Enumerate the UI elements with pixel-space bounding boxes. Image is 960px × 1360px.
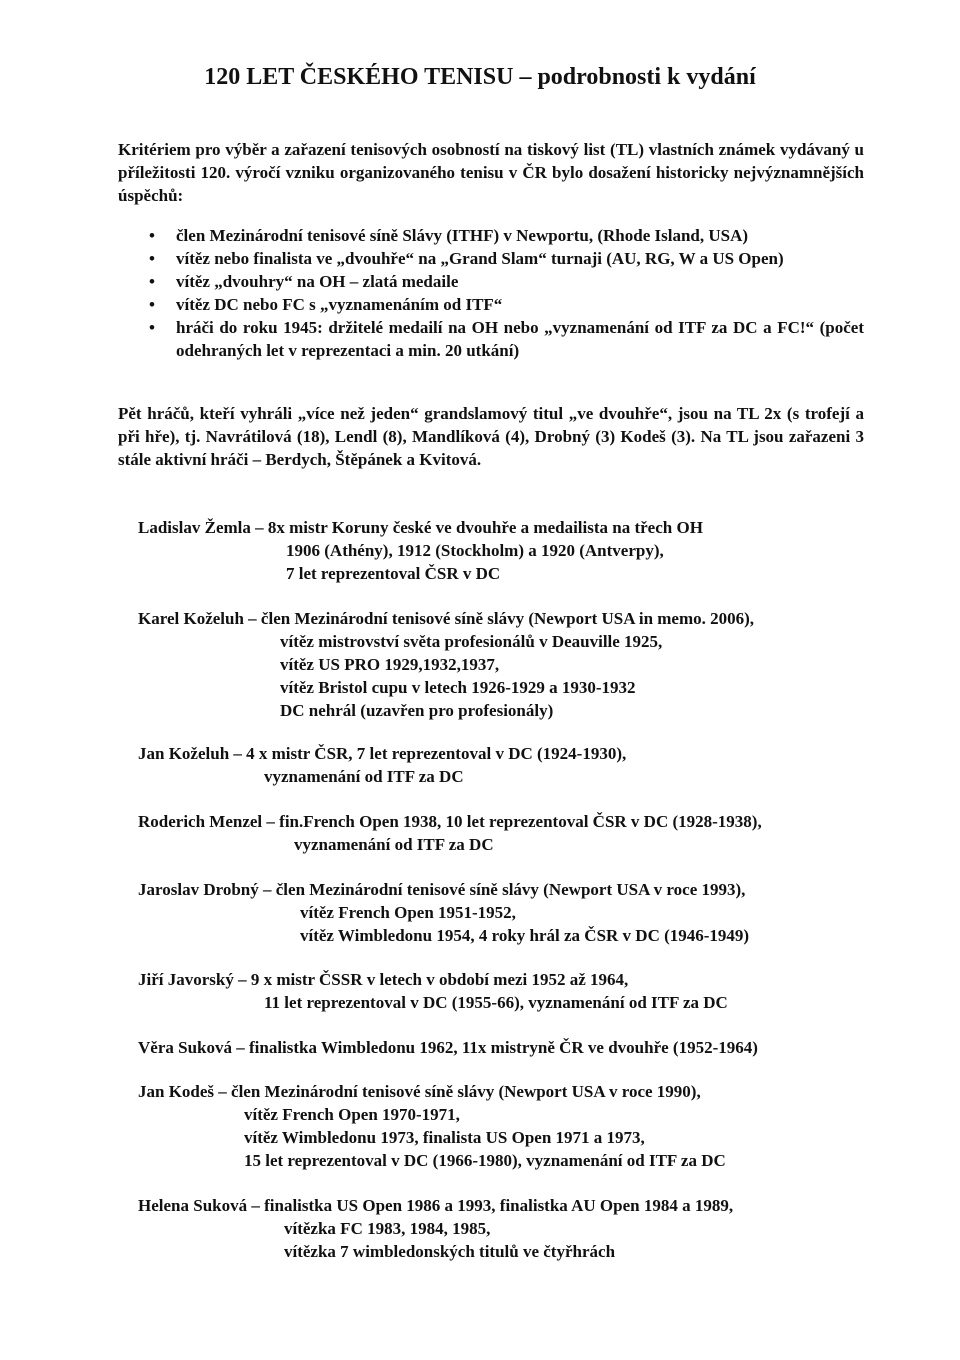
- player-entry-helena-sukova: [138, 1194, 878, 1263]
- entry-line: 1906 (Athény), 1912 (Stockholm) a 1920 (Antverpy),: [286, 541, 664, 560]
- player-entry-kodes: [138, 1080, 878, 1172]
- list-item: • hráči do roku 1945: držitelé medailí na OH nebo „vyznamenání od ITF za DC a FC!“ (počet odehraných let v reprezentaci a min. 20 utkání): [118, 316, 864, 362]
- entry-first-line: Roderich Menzel – fin.French Open 1938, 10 let reprezentoval ČSR v DC (1928-1938),: [138, 812, 762, 831]
- player-entry-jan-kozeluh: [138, 742, 878, 788]
- bullet-icon: •: [149, 318, 155, 337]
- entry-first-line: Jaroslav Drobný – člen Mezinárodní tenisové síně slávy (Newport USA v roce 1993),: [138, 880, 746, 899]
- entry-first-line: Věra Suková – finalistka Wimbledonu 1962, 11x mistryně ČR ve dvouhře (1952-1964): [138, 1038, 758, 1057]
- player-entry-zemla: [138, 516, 878, 585]
- entry-line: vítěz Bristol cupu v letech 1926-1929 a 1930-1932: [280, 678, 636, 697]
- entry-line: vítěz mistrovství světa profesionálů v Deauville 1925,: [280, 632, 663, 651]
- player-entry-karel-kozeluh: [138, 607, 878, 722]
- list-item: • vítěz nebo finalista ve „dvouhře“ na „Grand Slam“ turnaji (AU, RG, W a US Open): [118, 247, 864, 270]
- entry-first-line: Jan Koželuh – 4 x mistr ČSR, 7 let reprezentoval v DC (1924-1930),: [138, 744, 627, 763]
- entry-line: 15 let reprezentoval v DC (1966-1980), vyznamenání od ITF za DC: [244, 1151, 726, 1170]
- list-item: • vítěz DC nebo FC s „vyznamenáním od ITF“: [118, 293, 864, 316]
- criteria-list: [118, 224, 864, 362]
- entry-first-line: Ladislav Žemla – 8x mistr Koruny české ve dvouhře a medailista na třech OH: [138, 518, 703, 537]
- entry-line: DC nehrál (uzavřen pro profesionály): [280, 701, 554, 720]
- entry-line: 11 let reprezentoval v DC (1955-66), vyznamenání od ITF za DC: [264, 993, 728, 1012]
- summary-paragraph: Pět hráčů, kteří vyhráli „více než jeden“ grandslamový titul „ve dvouhře“, jsou na TL 2x (s trofejí a při hře), tj. Navrátilová (18), Lendl (8), Mandlíková (4), Drobný (3) Kodeš (3). Na TL jsou zařazeni 3 stále aktivní hráči – Berdych, Štěpánek a Kvitová.: [118, 404, 864, 469]
- entry-line: vítěz French Open 1970-1971,: [244, 1105, 460, 1124]
- entry-line: vítězka 7 wimbledonských titulů ve čtyřhrách: [284, 1242, 616, 1261]
- list-item: • vítěz „dvouhry“ na OH – zlatá medaile: [118, 270, 864, 293]
- list-item: • člen Mezinárodní tenisové síně Slávy (ITHF) v Newportu, (Rhode Island, USA): [118, 224, 864, 247]
- entry-line: vyznamenání od ITF za DC: [294, 835, 494, 854]
- bullet-icon: •: [149, 272, 155, 291]
- player-entry-menzel: [138, 810, 878, 856]
- bullet-icon: •: [149, 226, 155, 245]
- entry-line: vítěz Wimbledonu 1973, finalista US Open 1971 a 1973,: [244, 1128, 645, 1147]
- entry-line: vyznamenání od ITF za DC: [264, 767, 464, 786]
- intro-paragraph: Kritériem pro výběr a zařazení tenisových osobností na tiskový list (TL) vlastních známek vydávaný u příležitosti 120. výročí vzniku organizovaného tenisu v ČR bylo dosažení historicky nejvýznamnějších úspěchů:: [118, 140, 864, 205]
- bullet-icon: •: [149, 295, 155, 314]
- player-entry-drobny: [138, 878, 878, 947]
- bullet-icon: •: [149, 249, 155, 268]
- player-entry-vera-sukova: [138, 1036, 878, 1059]
- entry-line: vítěz French Open 1951-1952,: [300, 903, 516, 922]
- page-title: 120 LET ČESKÉHO TENISU – podrobnosti k vydání: [204, 64, 756, 90]
- entry-first-line: Jiří Javorský – 9 x mistr ČSSR v letech v období mezi 1952 až 1964,: [138, 970, 629, 989]
- player-entry-javorsky: [138, 968, 878, 1014]
- entry-line: vítězka FC 1983, 1984, 1985,: [284, 1219, 491, 1238]
- entry-line: vítěz US PRO 1929,1932,1937,: [280, 655, 500, 674]
- entry-line: vítěz Wimbledonu 1954, 4 roky hrál za ČSR v DC (1946-1949): [300, 926, 750, 945]
- entry-line: 7 let reprezentoval ČSR v DC: [286, 564, 501, 583]
- entry-first-line: Karel Koželuh – člen Mezinárodní tenisové síně slávy (Newport USA in memo. 2006),: [138, 609, 755, 628]
- entry-first-line: Helena Suková – finalistka US Open 1986 a 1993, finalistka AU Open 1984 a 1989,: [138, 1196, 734, 1215]
- entry-first-line: Jan Kodeš – člen Mezinárodní tenisové síně slávy (Newport USA v roce 1990),: [138, 1082, 701, 1101]
